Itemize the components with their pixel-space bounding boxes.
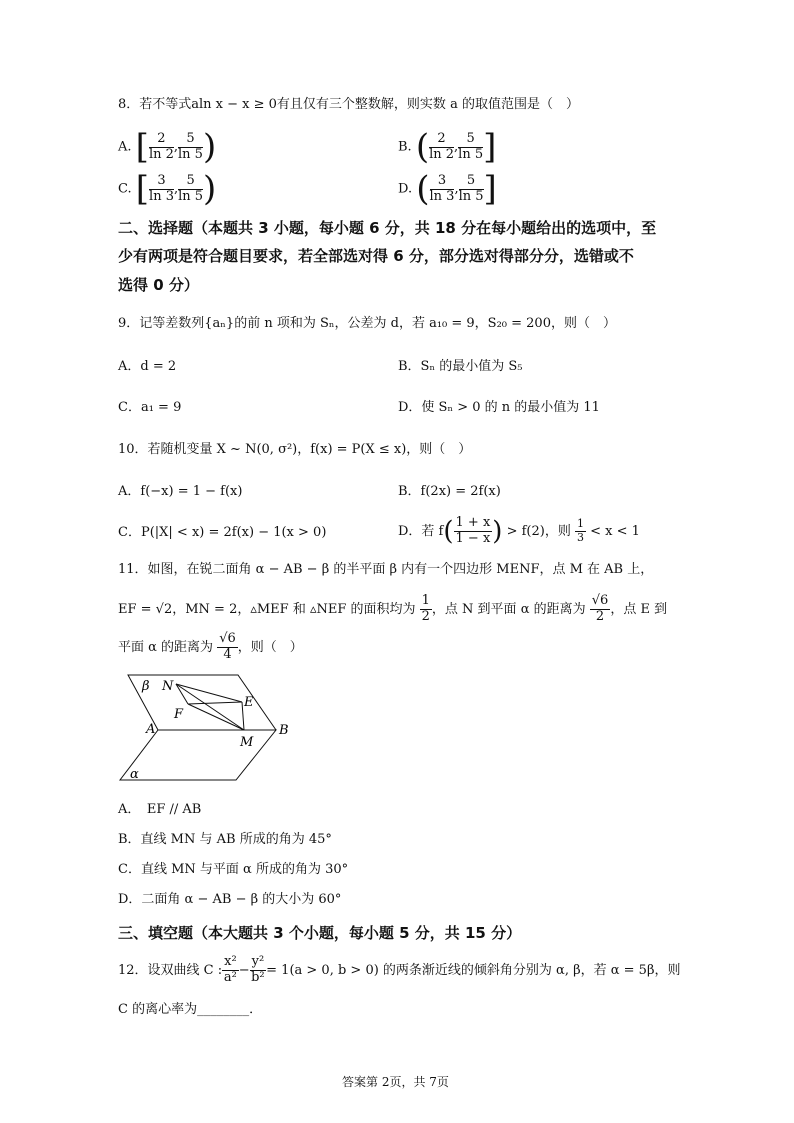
option-d-prefix: D．若 f [398, 523, 444, 539]
numerator: x² [224, 954, 237, 969]
close-bracket: ] [483, 127, 497, 167]
denominator: ln 5 [178, 188, 204, 204]
label-a: A [146, 722, 156, 737]
open-bracket: [ [135, 169, 150, 209]
option-label: C. [118, 181, 132, 197]
denominator: ln 5 [458, 188, 484, 204]
q11-line2-suffix: ，点 E 到 [610, 601, 668, 617]
q9-option-a: A．d = 2 [118, 359, 177, 374]
option-label: D. [398, 181, 413, 197]
fraction [217, 632, 238, 663]
q11-option-c: C．直线 MN 与平面 α 所成的角为 30° [118, 862, 349, 877]
section2-heading-line3: 选得 0 分） [118, 276, 199, 294]
section3-heading: 三、填空题（本大题共 3 个小题，每小题 5 分，共 15 分） [118, 924, 522, 942]
option-d-middle: > f(2)，则 [506, 523, 571, 539]
denominator: 2 [595, 608, 605, 624]
q9-option-b: B．Sₙ 的最小值为 S₅ [398, 359, 523, 374]
fraction [420, 594, 432, 625]
denominator: ln 2 [148, 146, 174, 162]
q10-option-c: C．P(|X| < x) = 2f(x) − 1(x > 0) [118, 525, 327, 540]
denominator: ln 3 [149, 188, 174, 204]
option-label: A. [118, 139, 132, 155]
q10-option-b: B．f(2x) = 2f(x) [398, 484, 501, 499]
open-bracket: ( [416, 169, 430, 209]
denominator: 1 − x [455, 530, 491, 546]
close-bracket: ] [483, 169, 497, 209]
fraction [459, 174, 484, 205]
q11-option-b: B．直线 MN 与 AB 所成的角为 45° [118, 832, 332, 847]
q11-line2-prefix: EF = √2，MN = 2，▵MEF 和 ▵NEF 的面积均为 [118, 601, 416, 617]
close-bracket: ) [202, 127, 217, 167]
fraction [575, 518, 586, 544]
q11-line2-middle: ，点 N 到平面 α 的距离为 [431, 601, 586, 617]
fraction [149, 174, 174, 205]
page-footer: 答案第 2页，共 7页 [342, 1075, 449, 1089]
q11-option-a: A． EF // AB [118, 802, 202, 817]
q11-line3-suffix: ，则（ ） [237, 639, 303, 655]
q8-option-a: A. [ $\frac{2}{\ln 2}$ , $\frac{5}{\ln 5}$ ) [118, 127, 217, 167]
fraction [430, 174, 455, 205]
segment-ne [176, 684, 242, 702]
q9-option-c: C．a₁ = 9 [118, 400, 182, 415]
numerator: 2 [429, 132, 454, 148]
fraction [222, 955, 239, 986]
fraction [458, 132, 483, 163]
segment-fm [188, 704, 244, 730]
q12-line2: C 的离心率为________． [118, 1002, 263, 1017]
label-alpha: α [130, 767, 139, 782]
denominator: ln 5 [178, 146, 203, 162]
q9-option-d: D．使 Sₙ > 0 的 n 的最小值为 11 [398, 400, 600, 415]
q12-prefix: 12．设双曲线 C : [118, 962, 223, 978]
numerator: √6 [591, 593, 609, 608]
open-paren: ( [443, 516, 454, 547]
label-f: F [174, 707, 184, 722]
fraction [178, 132, 203, 163]
q11-option-d: D．二面角 α − AB − β 的大小为 60° [118, 892, 342, 907]
numerator: 1 + x [455, 515, 491, 530]
label-e: E [244, 695, 254, 710]
fraction [429, 132, 454, 163]
q10-option-a: A．f(−x) = 1 − f(x) [118, 484, 243, 499]
denominator: 4 [223, 646, 232, 662]
q9-stem: 9．记等差数列{aₙ}的前 n 项和为 Sₙ，公差为 d，若 a₁₀ = 9，S₂₀ = 200，则（ ） [118, 316, 616, 331]
q11-line3-prefix: 平面 α 的距离为 [118, 639, 214, 655]
numerator: 1 [577, 517, 584, 531]
close-paren: ) [492, 516, 503, 547]
numerator: 3 [430, 174, 455, 190]
open-bracket: [ [135, 127, 149, 167]
option-label: B. [398, 139, 412, 155]
q11-line3 [118, 632, 303, 663]
q12-suffix: = 1(a > 0, b > 0) 的两条渐近线的倾斜角分别为 α, β，若 α = 5β，则 [266, 962, 681, 978]
fraction [178, 174, 203, 205]
q10-stem: 10．若随机变量 X ~ N(0, σ²)，f(x) = P(X ≤ x)，则（ ） [118, 442, 472, 457]
denominator: ln 2 [429, 146, 455, 162]
denominator: b² [251, 969, 265, 985]
numerator: 3 [149, 174, 174, 190]
numerator: 5 [459, 174, 484, 190]
minus-sign: − [238, 962, 250, 978]
option-d-suffix: < x < 1 [590, 523, 640, 539]
numerator: 5 [178, 132, 203, 148]
fraction [149, 132, 174, 163]
close-bracket: ) [203, 169, 217, 209]
numerator: 5 [178, 174, 203, 190]
section2-heading-line1: 二、选择题（本题共 3 小题，每小题 6 分，共 18 分在每小题给出的选项中，至 [118, 219, 657, 237]
q10-option-d [398, 516, 640, 547]
fraction [590, 594, 611, 625]
fraction [250, 955, 267, 986]
q8-option-b: B. ( $\frac{2}{\ln 2}$ , $\frac{5}{\ln 5}$ ] [398, 127, 497, 167]
q8-option-d: D. ( $\frac{3}{\ln 3}$ , $\frac{5}{\ln 5}$ ] [398, 169, 497, 209]
denominator: 3 [577, 530, 584, 544]
denominator: 2 [421, 608, 430, 624]
numerator: 2 [149, 132, 174, 148]
segment-fe [188, 702, 242, 704]
q8-stem: 8．若不等式aln x − x ≥ 0有且仅有三个整数解，则实数 a 的取值范围是（ ） [118, 97, 579, 112]
open-bracket: ( [415, 127, 430, 167]
label-m: M [240, 735, 254, 750]
label-b: B [279, 723, 289, 738]
denominator: ln 3 [429, 188, 455, 204]
section2-heading-line2: 少有两项是符合题目要求，若全部选对得 6 分，部分选对得部分分，选错或不 [118, 247, 634, 265]
dihedral-angle-figure [118, 672, 318, 790]
numerator: y² [251, 954, 265, 969]
segment-nm [176, 684, 244, 730]
denominator: a² [223, 969, 237, 985]
q8-option-c: C. [ $\frac{3}{\ln 3}$ , $\frac{5}{\ln 5}$ ) [118, 169, 217, 209]
q12-line1 [118, 955, 680, 986]
numerator: 5 [458, 132, 483, 148]
label-n: N [162, 679, 174, 694]
fraction [454, 516, 493, 547]
denominator: ln 5 [458, 146, 484, 162]
numerator: √6 [219, 631, 236, 646]
q11-line2 [118, 594, 667, 625]
q11-line1: 11．如图，在锐二面角 α − AB − β 的半平面 β 内有一个四边形 MENF，点 M 在 AB 上， [118, 562, 654, 577]
numerator: 1 [421, 593, 430, 608]
label-beta: β [142, 679, 150, 694]
